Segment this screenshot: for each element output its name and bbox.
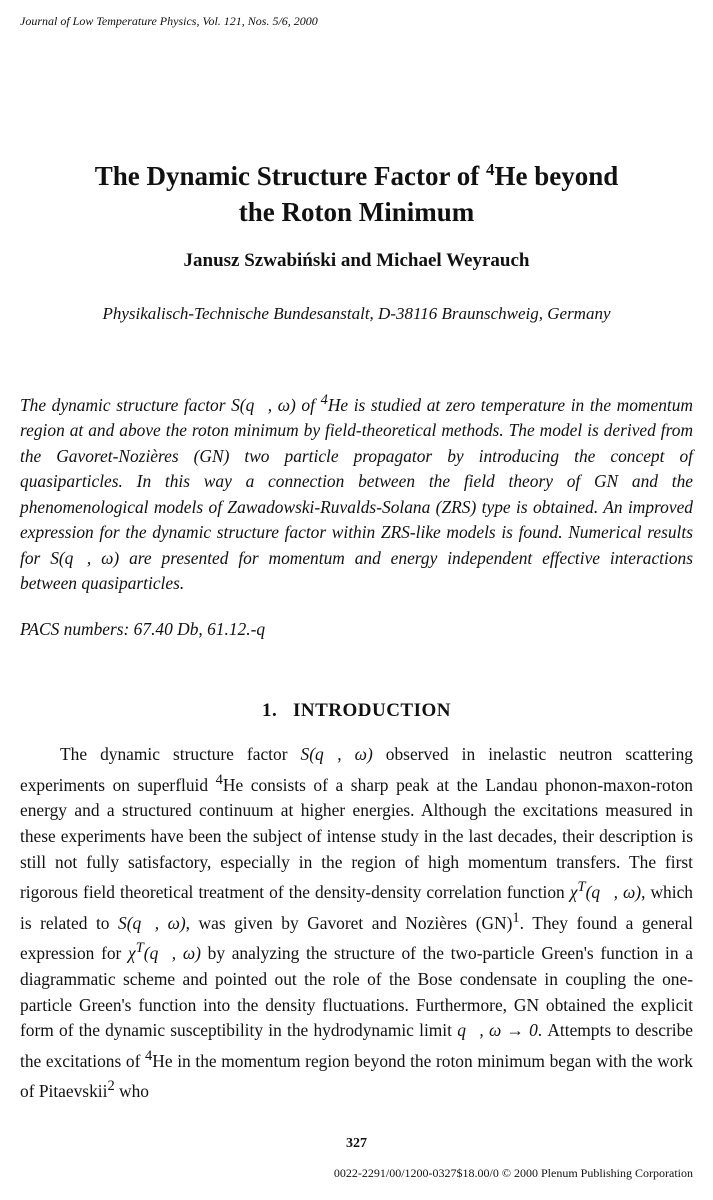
- superscript: 4: [145, 1047, 153, 1064]
- authors: Janusz Szwabiński and Michael Weyrauch: [183, 250, 530, 271]
- section-number: 1.: [261, 700, 278, 721]
- title-part2: He beyond: [494, 161, 619, 191]
- intro-text: . Attempts to describe the excitations of: [20, 1020, 694, 1071]
- math-s: S(q⃗, ω): [300, 744, 373, 764]
- affiliation: Physikalisch-Technische Bundesanstalt, D-38116 Braunschweig, Germany: [102, 304, 611, 323]
- math-qw: (q⃗, ω): [585, 882, 642, 903]
- abstract-text: are presented for momentum and energy independent effective interactions between quasiparticles.: [20, 547, 693, 594]
- running-header: Journal of Low Temperature Physics, Vol. 121, Nos. 5/6, 2000: [20, 14, 318, 28]
- title-superscript: 4: [485, 160, 495, 179]
- copyright-line: 0022-2291/00/1200-0327$18.00/0 © 2000 Plenum Publishing Corporation: [333, 1166, 693, 1180]
- math-s: S(q⃗, ω): [118, 912, 186, 933]
- intro-text: He in the momentum region beyond the roton minimum began with the work of Pitaevskii: [20, 1050, 693, 1102]
- title-line2: the Roton Minimum: [238, 197, 475, 227]
- math-t: T: [577, 879, 586, 896]
- intro-text: observed in inelastic neutron scattering experiments on superfluid: [20, 744, 693, 795]
- math-t: T: [135, 940, 144, 957]
- intro-paragraph: [20, 742, 693, 1105]
- section-heading: [20, 700, 693, 722]
- abstract-text: He is studied at zero temperature in the momentum region at and above the roton minimum by field-theoretical methods. The model is derived from the Gavoret-Nozières (GN) two particle propagator by introducing the concept of quasiparticles. In this way a connection between the field theory of GN and the phenomenological models of Zawadowski-Ruvalds-Solana (ZRS) type is obtained. An improved expression for the dynamic structure factor within ZRS-like models is found. Numerical results for: [20, 394, 693, 568]
- page-number: 327: [346, 1136, 367, 1151]
- math-chi: χ: [569, 882, 578, 903]
- pacs-numbers: PACS numbers: 67.40 Db, 61.12.-q: [20, 619, 266, 639]
- intro-text: , which is related to: [20, 882, 694, 933]
- math-s: S(q⃗, ω): [50, 547, 120, 568]
- intro-text: by analyzing the structure of the two-particle Green's function in a diagrammatic scheme and pointed out the role of the Bose condensate in coupling the one-particle Green's function into the density fluctuations. Furthermore, GN obtained the explicit form of the dynamic susceptibility in the hydrodynamic limit: [20, 943, 693, 1041]
- reference-1: 1: [512, 909, 520, 926]
- superscript: 4: [320, 392, 328, 408]
- math-limit: q⃗, ω → 0: [457, 1020, 538, 1041]
- title-part1: The Dynamic Structure Factor of: [94, 161, 486, 191]
- math-s: S(q⃗, ω): [231, 394, 296, 415]
- superscript: 4: [215, 771, 223, 788]
- section-title: INTRODUCTION: [292, 700, 452, 721]
- intro-text: The dynamic structure factor: [60, 744, 301, 764]
- intro-text: He consists of a sharp peak at the Landau phonon-maxon-roton energy and a structured continuum at higher energies. Although the excitations measured in these experiments have been the subject of intense study in the last decades, their description is still not fully satisfactory, especially in the region of high momentum transfers. The first rigorous field theoretical treatment of the density-density correlation function: [20, 774, 693, 903]
- intro-text: , was given by Gavoret and Nozières (GN): [185, 912, 513, 933]
- reference-2: 2: [107, 1078, 115, 1095]
- abstract: [20, 388, 693, 597]
- intro-text: who: [114, 1081, 149, 1102]
- math-qw: (q⃗, ω): [143, 943, 201, 964]
- math-chi: χ: [128, 943, 136, 964]
- abstract-text: of: [295, 394, 321, 415]
- paper-title: [20, 152, 693, 230]
- intro-text: . They found a general expression for: [20, 912, 693, 964]
- abstract-text: The dynamic structure factor: [20, 394, 232, 415]
